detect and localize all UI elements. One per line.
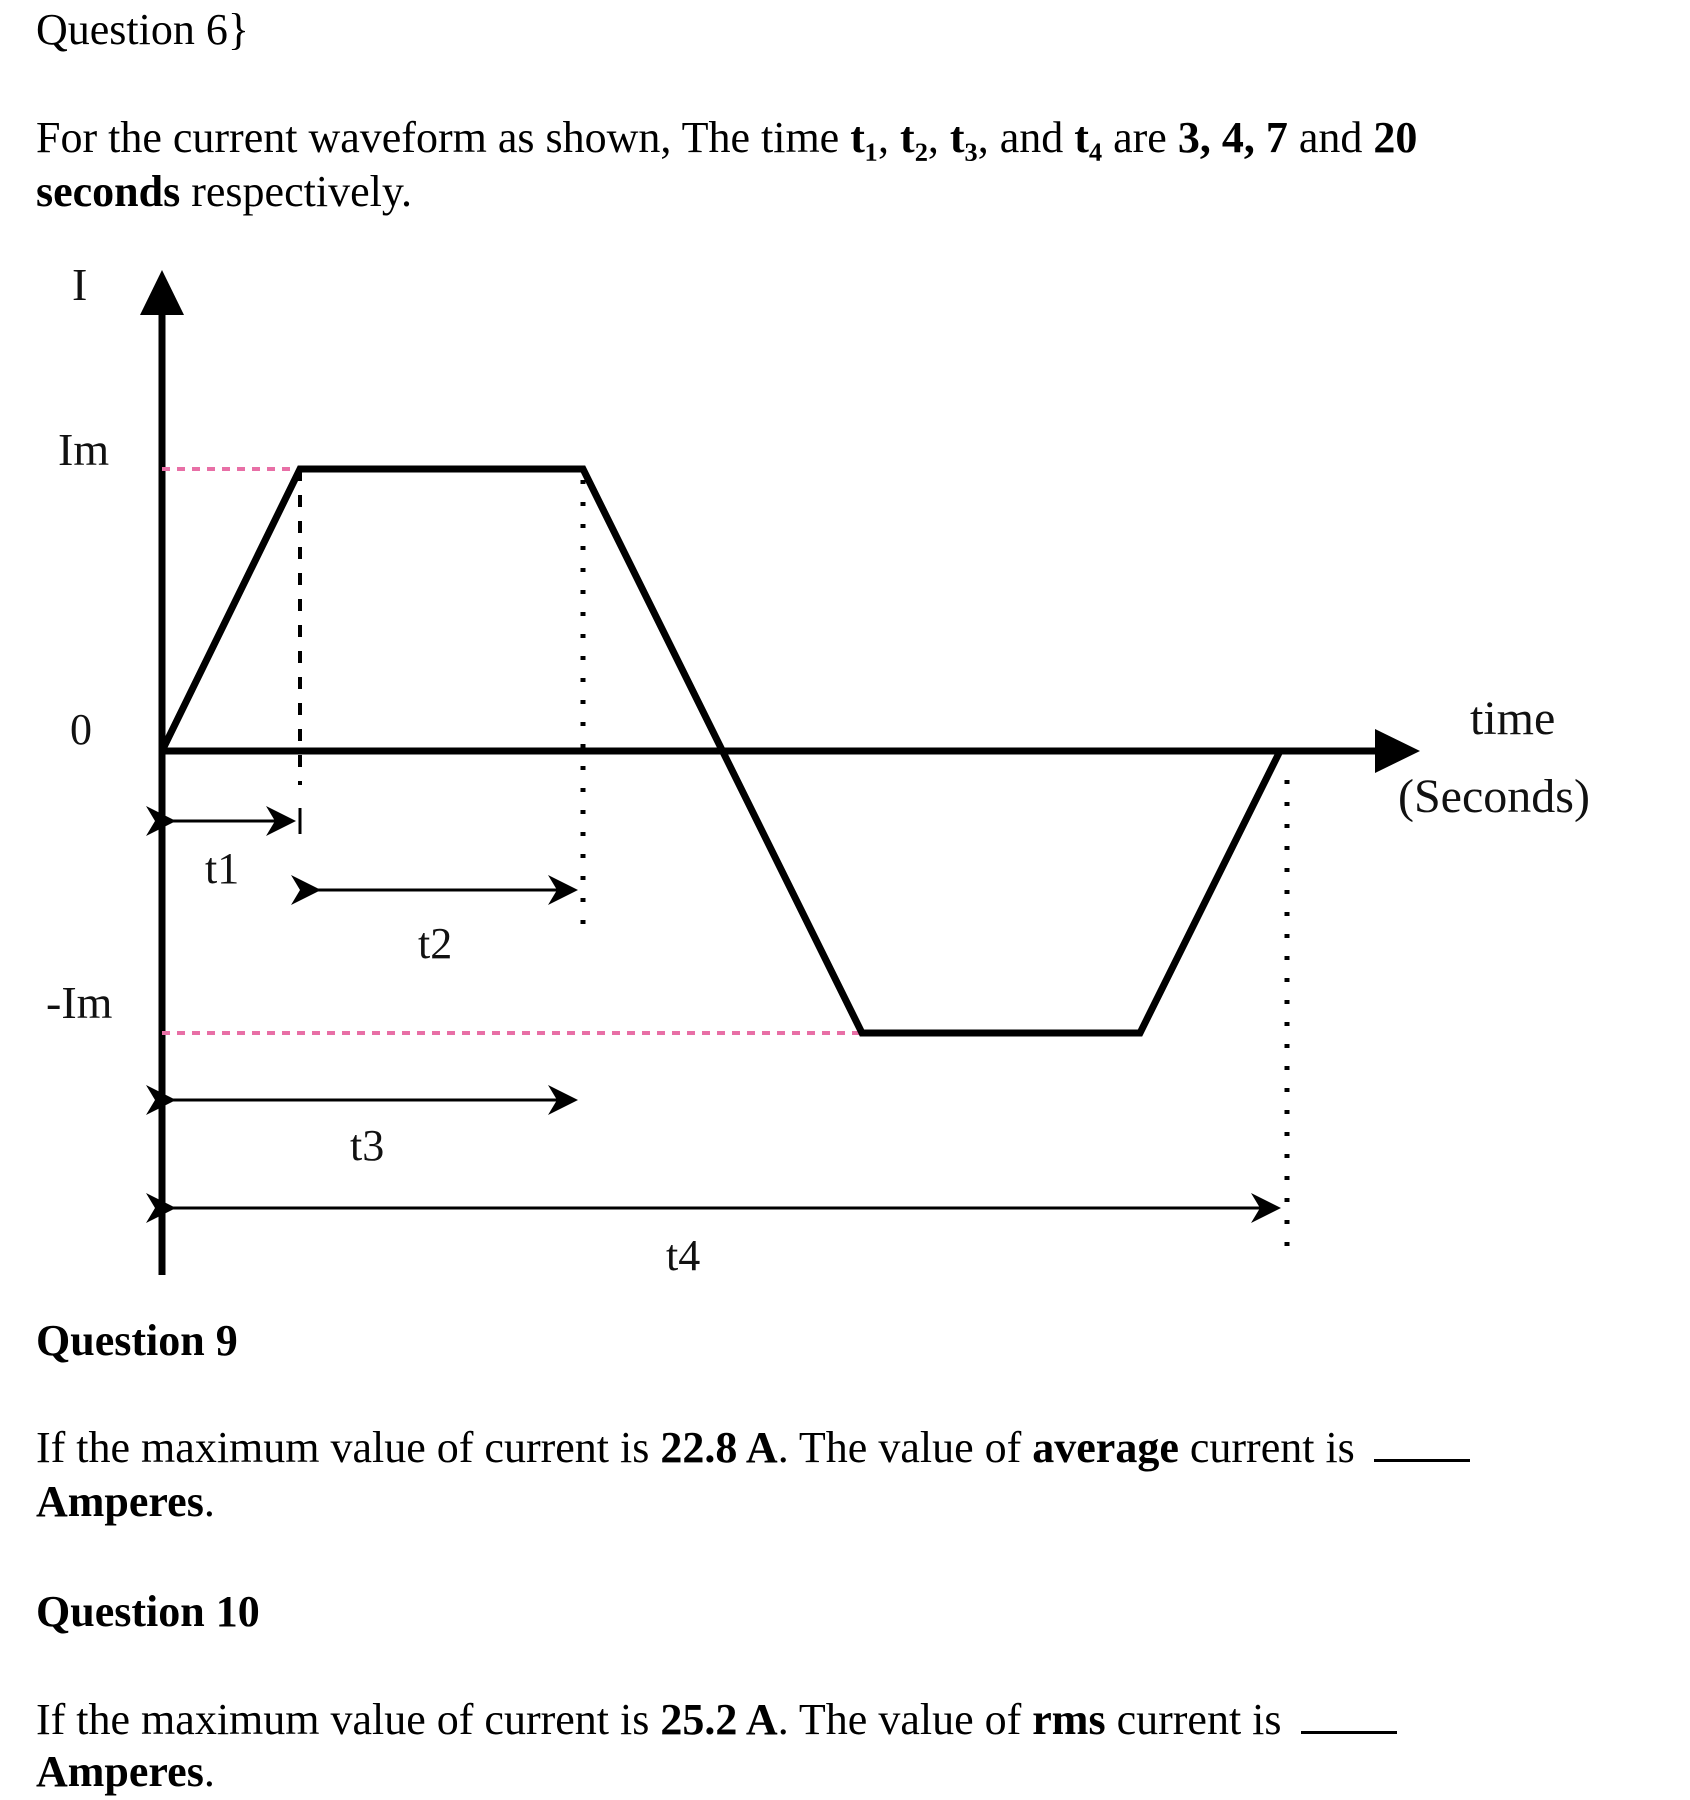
question-10-text-line2: [36, 1746, 215, 1798]
q10-kind: rms: [1032, 1695, 1106, 1744]
question-10-text-line1: [36, 1694, 1397, 1746]
t4-label: t4: [666, 1231, 701, 1280]
current-waveform-diagram: [0, 240, 1690, 1290]
q6-text: For the current waveform as shown, The time: [36, 113, 851, 162]
t2-label: t2: [418, 919, 453, 968]
q6-sep: ,: [878, 113, 901, 162]
q6-value-20: 20: [1373, 113, 1418, 162]
t1-label: t1: [205, 844, 240, 893]
question-6-text-line2: [36, 166, 412, 218]
q10-unit: Amperes: [36, 1747, 204, 1796]
neg-im-label: -Im: [46, 977, 113, 1028]
q6-sep: , and: [977, 113, 1075, 162]
q10-value: 25.2 A: [660, 1695, 778, 1744]
q6-seconds: seconds: [36, 167, 181, 216]
q9-text: If the maximum value of current is: [36, 1423, 661, 1472]
q9-answer-blank[interactable]: [1374, 1455, 1470, 1462]
q6-t4: t₄: [1074, 113, 1103, 162]
y-axis-arrowhead: [140, 270, 184, 315]
q6-text: respectively.: [180, 167, 412, 216]
question-10-title: Question 10: [36, 1587, 260, 1636]
t3-label: t3: [350, 1121, 385, 1170]
im-label: [58, 424, 109, 475]
q9-text: current is: [1178, 1423, 1366, 1472]
q6-t1: t₁: [850, 113, 879, 162]
q9-text: .: [203, 1477, 215, 1526]
question-6-text-line1: [36, 112, 1417, 164]
im-label-text: Im: [58, 424, 110, 475]
question-9-text-line1: [36, 1422, 1470, 1474]
q6-text: are: [1102, 113, 1178, 162]
q10-text: current is: [1105, 1695, 1293, 1744]
q9-text: . The value of: [777, 1423, 1033, 1472]
q6-t3: t₃: [949, 113, 978, 162]
question-6-title: Question 6}: [36, 5, 249, 54]
q6-text: and: [1287, 113, 1374, 162]
q10-text: If the maximum value of current is: [36, 1695, 661, 1744]
question-9-text-line2: [36, 1476, 215, 1528]
q6-t2: t₂: [900, 113, 928, 162]
x-axis-label-seconds: (Seconds): [1398, 770, 1590, 823]
q10-answer-blank[interactable]: [1301, 1727, 1397, 1734]
question-9-title: Question 9: [36, 1316, 238, 1365]
q6-values: 3, 4, 7: [1177, 113, 1288, 162]
q9-unit: Amperes: [36, 1477, 204, 1526]
q9-value: 22.8 A: [660, 1423, 778, 1472]
x-axis-label-time: time: [1470, 692, 1556, 745]
y-axis-label: I: [72, 259, 88, 310]
q10-text: . The value of: [777, 1695, 1033, 1744]
q6-sep: ,: [927, 113, 950, 162]
zero-label: 0: [70, 705, 92, 754]
q9-kind: average: [1032, 1423, 1179, 1472]
q10-text: .: [203, 1747, 215, 1796]
x-axis-arrowhead: [1375, 729, 1420, 773]
